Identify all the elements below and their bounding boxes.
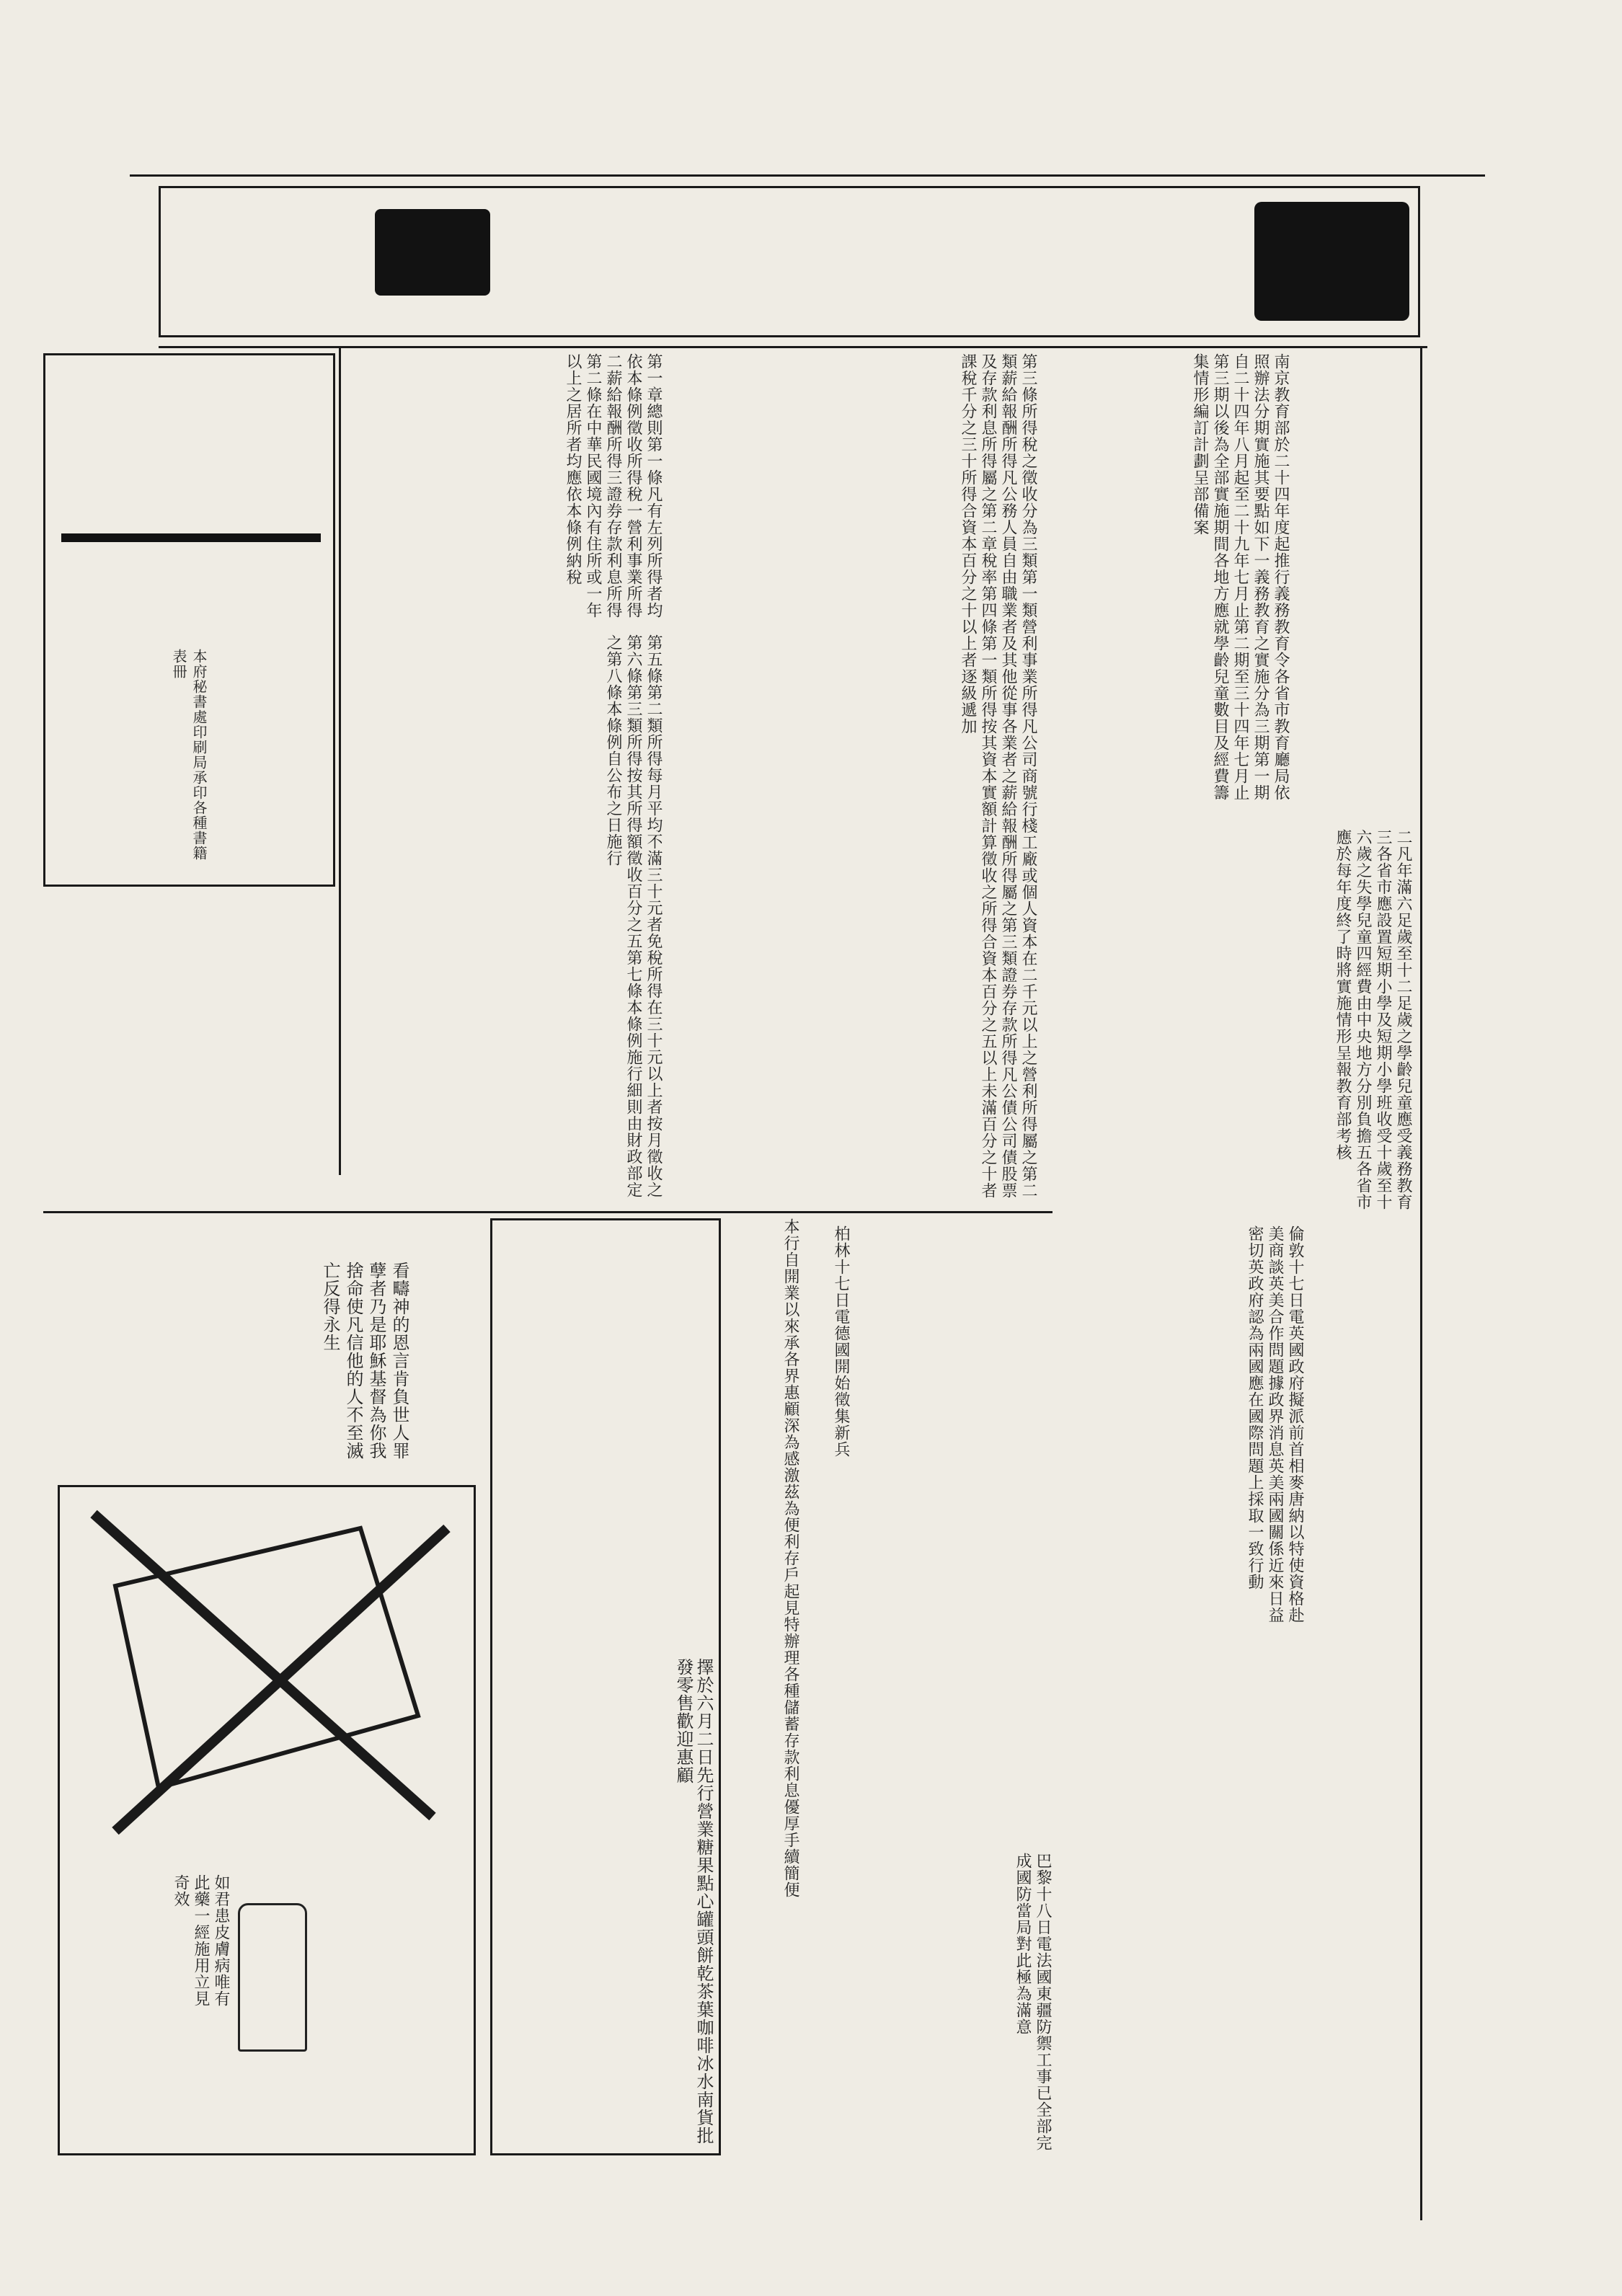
rule-right [1420,346,1422,2220]
tax-body-3: 第五條第二類所得每月平均不滿三十元者免稅所得在三十元以上者按月徵收之第六條第三類所得按其所得額徵收百分之五第七條本條例施行細則由財政部定之第八條本條例自公布之日施行 [604,634,662,1198]
yingong-logo [1254,202,1409,321]
tax-body-2: 第三條所得稅之徵收分為三類第一類營利事業所得凡公司商號行棧工廠或個人資本在二千元以上之營利所得屬之第二類薪給報酬所得凡公務人員自由職業者及其他從事各業者之薪給報酬所得屬之第三類證券存款所得凡公債公司債股票及存款利息所得屬之第二章稅率第四條第一類所得按其資本實額計算徵收之所得合資本百分之五以上未滿百分之十者課稅千分之三十所得合資本百分之十以上者逐級遞加 [959,353,1037,1199]
education-body: 南京教育部於二十四年度起推行義務教育令各省市教育廳局依照辦法分期實施其要點如下一義務教育之實施分為三期第一期自二十四年八月起至二十九年七月止第二期至三十四年七月止第三期以後為全部實施期間各地方應就學齡兒童數目及經費籌集情形編訂計劃呈部備案 [1191,353,1290,801]
top-ads-rule [159,346,1427,348]
cinema-yingong-ad [346,191,1413,332]
tax-body: 第一章總則第一條凡有左列所得者均依本條例徵收所得稅一營利事業所得二薪給報酬所得三證券存款利息所得第二條在中華民國境內有住所或一年以上之居所者均應依本條例納稅 [564,353,662,619]
britain-body: 倫敦十七日電英國政府擬派前首相麥唐納以特使資格赴美商談英美合作問題據政界消息英美兩國關係近來日益密切英政府認為兩國應在國際問題上採取一致行動 [1246,1225,1304,1623]
germany-body: 柏林十七日電德國開始徵集新兵 [832,1225,850,1458]
masthead-rule [130,174,1485,177]
shanghai-food-body: 擇於六月二日先行營業糖果點心罐頭餅乾茶葉咖啡冰水南貨批發零售歡迎惠顧 [673,1658,714,2145]
france-body: 巴黎十八日電法國東疆防禦工事已全部完成國防當局對此極為滿意 [1014,1853,1052,2151]
education-body-2: 二凡年滿六足歲至十二足歲之學齡兒童應受義務教育三各省市應設置短期小學及短期小學班收受十歲至十六歲之失學兒童四經費由中央地方分別負擔五各省市應於每年度終了時將實施情形呈報教育部考核 [1334,829,1412,1210]
mid-rule-left [43,1211,1052,1213]
bookstore-ad [43,353,335,887]
must-see-body: 看疇神的恩言肯負世人罪孽者乃是耶穌基督為你我捨命使凡信他的人不至滅亡反得永生 [320,1262,409,1460]
printing-body: 本府秘書處印刷局承印各種書籍表冊 [170,649,208,861]
rule-left-col [339,346,341,1175]
medicine-illustration [72,1499,461,1845]
medicine-body: 如君患皮膚病唯有此藥一經施用立見奇效 [172,1874,230,2007]
medicine-bottle [238,1903,307,2052]
masthead [0,123,1622,173]
hunan-bank-body: 本行自開業以來承各界惠顧深為感激茲為便利存戶起見特辦理各種儲蓄存款利息優厚手續簡便 [781,1218,799,1898]
far-ad [1424,186,1611,575]
bookstore-showtime [61,533,321,542]
